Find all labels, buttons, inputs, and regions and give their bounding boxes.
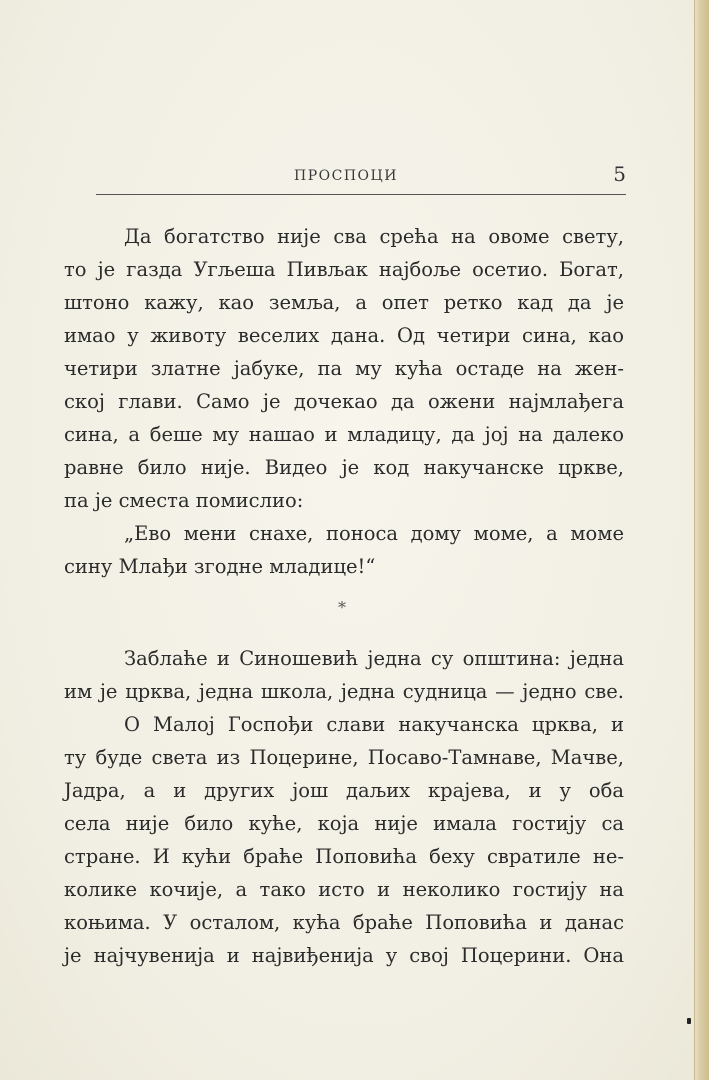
text-line: Јадра, а и других још даљих крајева, и у оба — [64, 779, 624, 802]
running-title: ПРОСПОЦИ — [294, 168, 398, 184]
text-line: стране. И кући браће Поповића беху свратиле не- — [64, 845, 624, 868]
text-line: Да богатство није сва срећа на овоме свету, — [124, 225, 624, 248]
text-line: четири златне јабуке, па му кућа остаде на жен- — [64, 357, 624, 380]
text-line: села није било куће, која није имала гостију са — [64, 812, 624, 835]
page-edge — [694, 0, 709, 1080]
text-line: је најчувенија и највиђенија у свој Поцерини. Она — [64, 944, 624, 967]
text-line: О Малој Госпођи слави накучанска црква, и — [124, 713, 624, 736]
text-line: ту буде света из Поцерине, Посаво-Тамнаве, Мачве, — [64, 746, 624, 769]
running-head — [96, 160, 626, 196]
text-line: равне било није. Видео је код накучанске цркве, — [64, 456, 624, 479]
text-line: ској глави. Само је дочекао да ожени најмлађега — [64, 390, 624, 413]
ink-mark — [687, 1018, 691, 1024]
text-line: сина, а беше му нашао и младицу, да јој на далеко — [64, 423, 624, 446]
text-line: то је газда Угљеша Пивљак најбоље осетио. Богат, — [64, 258, 624, 281]
section-separator: * — [338, 598, 346, 617]
text-line: Заблаће и Синошевић једна су општина: једна — [124, 647, 624, 670]
page-number: 5 — [613, 162, 626, 186]
text-line: штоно кажу, као земља, а опет ретко кад да је — [64, 291, 624, 314]
text-line: им је црква, једна школа, једна судница — једно све. — [64, 680, 624, 703]
text-line: сину Млађи згодне младице!“ — [64, 555, 376, 578]
text-line: па је сместа помислио: — [64, 489, 304, 512]
text-line: „Ево мени снахе, поноса дому моме, а моме — [124, 522, 624, 545]
header-rule — [96, 194, 626, 195]
text-line: коњима. У осталом, кућа браће Поповића и данас — [64, 911, 624, 934]
text-line: колике кочије, а тако исто и неколико гостију на — [64, 878, 624, 901]
text-line: имао у животу веселих дана. Од четири сина, као — [64, 324, 624, 347]
